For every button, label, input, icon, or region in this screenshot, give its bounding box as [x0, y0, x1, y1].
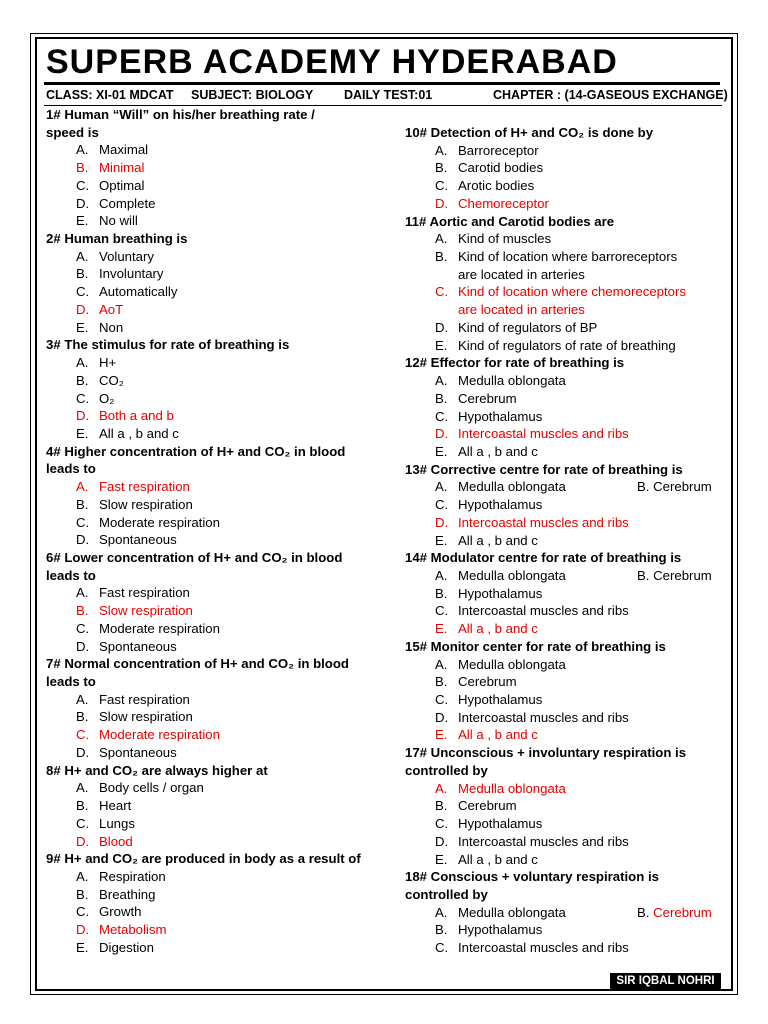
- option-text: Slow respiration: [99, 709, 193, 725]
- option-letter: C.: [435, 603, 449, 619]
- option-text: Medulla oblongata: [458, 780, 566, 796]
- option-text: Breathing: [99, 886, 156, 902]
- option-text: Non: [99, 319, 124, 335]
- option-text: Complete: [99, 195, 156, 211]
- question-text: leads to: [46, 567, 96, 583]
- option-text: Both a and b: [99, 408, 174, 424]
- author-credit: SIR IQBAL NOHRI: [610, 973, 721, 990]
- option-letter: E.: [76, 939, 89, 955]
- option-text: Cerebrum: [458, 798, 517, 814]
- option-letter: B.: [76, 496, 89, 512]
- question-text: 3# The stimulus for rate of breathing is: [46, 337, 290, 353]
- option-text: AoT: [99, 301, 124, 317]
- option-text: Intercoastal muscles and ribs: [458, 514, 629, 530]
- option-text: Involuntary: [99, 266, 164, 282]
- option-letter: E.: [76, 319, 89, 335]
- test-info-header: [46, 88, 728, 106]
- option-text: Minimal: [99, 160, 145, 176]
- option-letter: B.: [435, 798, 448, 814]
- answer-option-inline: [637, 478, 712, 495]
- option-text: Carotid bodies: [458, 160, 544, 176]
- option-text: Digestion: [99, 939, 154, 955]
- option-letter: C.: [435, 284, 449, 300]
- option-letter: A.: [435, 780, 448, 796]
- option-letter: D.: [76, 833, 90, 849]
- option-letter: C.: [435, 816, 449, 832]
- option-text: Automatically: [99, 284, 178, 300]
- option-letter: A.: [76, 780, 89, 796]
- option-letter: A.: [76, 355, 89, 371]
- option-letter: E.: [435, 337, 448, 353]
- option-text: Voluntary: [99, 248, 154, 264]
- option-text: Fast respiration: [99, 691, 190, 707]
- question-text: controlled by: [405, 762, 488, 778]
- option-letter: E.: [435, 851, 448, 867]
- option-letter: B.: [435, 249, 448, 265]
- option-text: Optimal: [99, 177, 145, 193]
- option-letter: D.: [435, 195, 449, 211]
- option-text: Cerebrum: [653, 904, 712, 920]
- option-letter: C.: [76, 727, 90, 743]
- option-letter: B.: [76, 266, 89, 282]
- question-text: 1# Human “Will” on his/her breathing rate /: [46, 107, 315, 122]
- option-text: Heart: [99, 798, 132, 814]
- option-text: Fast respiration: [99, 585, 190, 601]
- option-text: Cerebrum: [653, 568, 712, 583]
- chapter-label: CHAPTER : (14-GASEOUS EXCHANGE): [493, 88, 728, 102]
- option-text: Respiration: [99, 868, 166, 884]
- option-letter: A.: [435, 656, 448, 672]
- option-text: Barroreceptor: [458, 142, 539, 158]
- question-text: controlled by: [405, 886, 488, 902]
- option-letter: C.: [435, 178, 449, 194]
- option-text: Cerebrum: [458, 674, 517, 690]
- option-letter: D.: [76, 744, 90, 760]
- question-text: 18# Conscious + voluntary respiration is: [405, 869, 659, 885]
- option-letter: D.: [435, 833, 449, 849]
- option-letter: E.: [435, 532, 448, 548]
- option-letter: B.: [76, 160, 89, 176]
- option-letter: E.: [435, 621, 448, 637]
- test-label: DAILY TEST:01: [344, 88, 433, 102]
- option-letter: C.: [76, 284, 90, 300]
- option-text: Cerebrum: [458, 390, 517, 406]
- option-letter: E.: [76, 425, 89, 441]
- option-letter: A.: [435, 142, 448, 158]
- option-letter: C.: [76, 904, 90, 920]
- question-text: speed is: [46, 124, 99, 140]
- option-letter: B.: [76, 886, 89, 902]
- answer-option-inline: [637, 567, 712, 584]
- option-letter: B.: [435, 585, 448, 601]
- option-text: Moderate respiration: [99, 514, 220, 530]
- option-letter: C.: [435, 408, 449, 424]
- page-title: SUPERB ACADEMY HYDERABAD: [46, 43, 618, 81]
- option-text: Hypothalamus: [458, 585, 543, 601]
- option-text: Medulla oblongata: [458, 904, 566, 920]
- option-text: Growth: [99, 904, 142, 920]
- option-text: Intercoastal muscles and ribs: [458, 940, 629, 956]
- option-text: Kind of regulators of rate of breathing: [458, 337, 676, 353]
- option-letter: C.: [76, 177, 90, 193]
- option-letter: D.: [76, 532, 90, 548]
- option-letter: B.: [76, 709, 89, 725]
- option-text: Lungs: [99, 815, 135, 831]
- option-text: Medulla oblongata: [458, 373, 566, 389]
- option-letter: D.: [76, 408, 90, 424]
- option-letter: D.: [435, 426, 449, 442]
- option-letter: D.: [435, 709, 449, 725]
- question-text: 8# H+ and CO₂ are always higher at: [46, 762, 268, 778]
- question-text: leads to: [46, 674, 96, 690]
- option-text: All a , b and c: [99, 425, 179, 441]
- option-text: All a , b and c: [458, 727, 538, 743]
- option-letter: C.: [76, 620, 90, 636]
- option-letter: C.: [76, 815, 90, 831]
- option-letter: B.: [76, 603, 89, 619]
- option-text: Intercoastal muscles and ribs: [458, 833, 629, 849]
- option-text: Body cells / organ: [99, 780, 204, 796]
- option-letter: A.: [435, 904, 448, 920]
- option-letter: C.: [435, 940, 449, 956]
- option-text: All a , b and c: [458, 532, 538, 548]
- option-text: Blood: [99, 833, 133, 849]
- option-letter: A.: [435, 568, 448, 583]
- option-text: Intercoastal muscles and ribs: [458, 603, 629, 619]
- option-letter: A.: [435, 479, 448, 495]
- question-text: 7# Normal concentration of H+ and CO₂ in blood: [46, 656, 349, 672]
- option-letter: B.: [637, 904, 650, 920]
- option-text: Hypothalamus: [458, 692, 543, 708]
- option-text: Metabolism: [99, 922, 167, 938]
- option-text: O₂: [99, 390, 115, 406]
- option-letter: D.: [76, 922, 90, 938]
- question-text: 10# Detection of H+ and CO₂ is done by: [405, 125, 654, 140]
- option-text: Moderate respiration: [99, 727, 220, 743]
- option-text: Hypothalamus: [458, 922, 543, 938]
- option-letter: D.: [435, 319, 449, 335]
- title-underline: [44, 82, 720, 85]
- option-text: Spontaneous: [99, 744, 177, 760]
- option-text: H+: [99, 355, 117, 371]
- option-letter: B.: [76, 372, 89, 388]
- option-text: Spontaneous: [99, 532, 177, 548]
- option-letter: A.: [435, 373, 448, 389]
- option-letter: B.: [435, 922, 448, 938]
- option-letter: E.: [76, 213, 89, 229]
- option-letter: A.: [76, 691, 89, 707]
- question-text: 14# Modulator centre for rate of breathing is: [405, 550, 682, 566]
- question-text: 17# Unconscious + involuntary respiration is: [405, 745, 687, 761]
- option-text: Cerebrum: [653, 479, 712, 495]
- option-text: Slow respiration: [99, 496, 193, 512]
- subject-label: SUBJECT: BIOLOGY: [191, 88, 314, 102]
- option-text: Maximal: [99, 142, 149, 158]
- option-text: Kind of muscles: [458, 231, 552, 247]
- question-text: 13# Corrective centre for rate of breathing is: [405, 461, 683, 477]
- option-letter: D.: [435, 514, 449, 530]
- option-text: Intercoastal muscles and ribs: [458, 709, 629, 725]
- option-text: All a , b and c: [458, 851, 538, 867]
- option-text: Spontaneous: [99, 638, 177, 654]
- option-text: Kind of location where chemoreceptors: [458, 284, 686, 300]
- option-text: Chemoreceptor: [458, 195, 549, 211]
- option-text: Hypothalamus: [458, 497, 543, 513]
- option-letter: E.: [435, 443, 448, 459]
- option-text: are located in arteries: [458, 266, 585, 282]
- question-text: 11# Aortic and Carotid bodies are: [405, 213, 615, 229]
- option-letter: A.: [76, 142, 89, 158]
- option-letter: D.: [76, 301, 90, 317]
- option-text: Medulla oblongata: [458, 568, 566, 583]
- option-letter: C.: [76, 514, 90, 530]
- option-text: All a , b and c: [458, 443, 538, 459]
- option-text: Medulla oblongata: [458, 656, 566, 672]
- option-text: Fast respiration: [99, 479, 190, 495]
- option-letter: B.: [435, 674, 448, 690]
- option-text: CO₂: [99, 372, 124, 388]
- option-letter: A.: [76, 248, 89, 264]
- answer-option-inline: [637, 904, 712, 921]
- option-letter: C.: [435, 692, 449, 708]
- option-text: Kind of regulators of BP: [458, 319, 598, 335]
- option-text: Intercoastal muscles and ribs: [458, 426, 629, 442]
- option-letter: C.: [435, 497, 449, 513]
- question-text: 9# H+ and CO₂ are produced in body as a result of: [46, 851, 361, 867]
- option-letter: E.: [435, 727, 448, 743]
- option-text: No will: [99, 213, 138, 229]
- class-label: CLASS: XI-01 MDCAT: [46, 88, 174, 102]
- option-letter: B.: [435, 390, 448, 406]
- question-text: 2# Human breathing is: [46, 231, 188, 247]
- option-text: Medulla oblongata: [458, 479, 566, 495]
- option-letter: B.: [637, 479, 650, 495]
- option-letter: C.: [76, 390, 90, 406]
- option-text: All a , b and c: [458, 621, 538, 637]
- question-text: 12# Effector for rate of breathing is: [405, 355, 625, 371]
- question-text: 4# Higher concentration of H+ and CO₂ in blood: [46, 443, 346, 459]
- option-text: Moderate respiration: [99, 620, 220, 636]
- option-text: Hypothalamus: [458, 408, 543, 424]
- option-letter: A.: [76, 868, 89, 884]
- option-letter: A.: [435, 231, 448, 247]
- option-letter: A.: [76, 585, 89, 601]
- option-text: Slow respiration: [99, 603, 193, 619]
- option-text: are located in arteries: [458, 302, 585, 318]
- option-text: Hypothalamus: [458, 816, 543, 832]
- option-letter: B.: [76, 798, 89, 814]
- option-letter: D.: [76, 195, 90, 211]
- option-text: Arotic bodies: [458, 178, 535, 194]
- option-letter: B.: [637, 568, 650, 583]
- option-letter: B.: [435, 160, 448, 176]
- option-letter: D.: [76, 638, 90, 654]
- question-text: 6# Lower concentration of H+ and CO₂ in blood: [46, 550, 343, 565]
- question-text: 15# Monitor center for rate of breathing is: [405, 638, 666, 654]
- option-letter: A.: [76, 479, 89, 495]
- option-text: Kind of location where barroreceptors: [458, 249, 678, 265]
- question-text: leads to: [46, 461, 96, 477]
